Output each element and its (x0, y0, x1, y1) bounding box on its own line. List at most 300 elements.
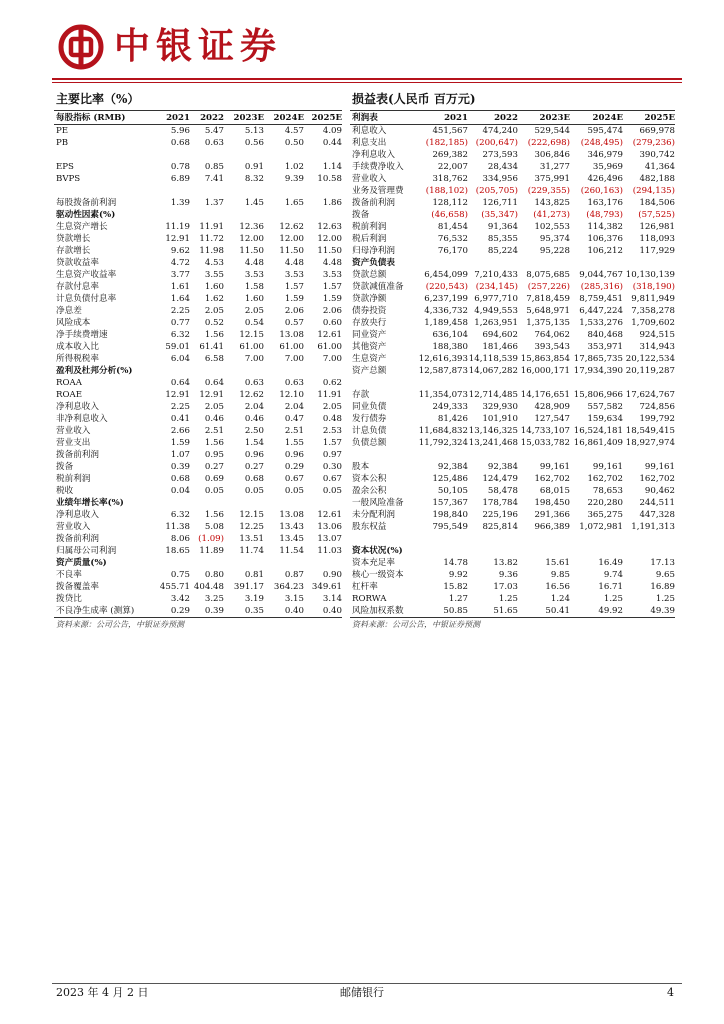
cell-value: 76,532 (437, 234, 468, 244)
table-row (54, 365, 342, 377)
cell-value: 924,515 (639, 330, 675, 340)
cell-value (156, 557, 190, 569)
cell-value: 6.32 (170, 510, 190, 520)
cell-value: 4.53 (204, 258, 224, 268)
row-label: 净利息收入 (352, 150, 395, 160)
cell-value: 16.56 (545, 582, 570, 592)
cell-value: 13,241,468 (468, 438, 518, 448)
brand-name: 中银证券 (114, 26, 283, 67)
table-header-row (54, 111, 342, 125)
cell-value: 99,161 (644, 462, 675, 472)
cell-value: 1.60 (244, 294, 264, 304)
row-label: 贷款净额 (352, 294, 387, 304)
cell-value: 6.58 (204, 354, 224, 364)
cell-value (156, 149, 190, 161)
cell-value (418, 449, 468, 461)
row-label: 净手续费增速 (56, 330, 108, 340)
cell-value: 3.55 (204, 270, 224, 280)
cell-value: 225,196 (482, 510, 518, 520)
row-label: ROAA (56, 378, 82, 388)
cell-value: 1.55 (284, 438, 304, 448)
table-row (54, 605, 342, 617)
header-year: 2024E (570, 111, 623, 125)
cell-value: 2.66 (170, 426, 190, 436)
table-row (350, 209, 675, 221)
cell-value: 12.62 (239, 390, 264, 400)
cell-value: 13.08 (279, 330, 304, 340)
cell-value: 17,624,767 (625, 390, 675, 400)
cell-value: 20,119,287 (625, 366, 675, 376)
cell-value: 13.06 (317, 522, 342, 532)
cell-value: 13.08 (279, 510, 304, 520)
cell-value: 11,354,073 (418, 390, 468, 400)
cell-value: 0.57 (284, 318, 304, 328)
cell-value: 12.61 (317, 510, 342, 520)
cell-value: 3.15 (284, 594, 304, 604)
header-year: 2022 (190, 111, 224, 125)
cell-value (623, 533, 675, 545)
header-rule (52, 78, 682, 80)
cell-value: (260,163) (580, 186, 623, 196)
cell-value (570, 533, 623, 545)
cell-value (468, 545, 518, 557)
cell-value (190, 557, 224, 569)
cell-value: 269,382 (432, 150, 468, 160)
cell-value: 49.92 (598, 606, 623, 616)
cell-value: 7.00 (244, 354, 264, 364)
cell-value: 1.54 (244, 438, 264, 448)
row-label: 同业负债 (352, 402, 387, 412)
table-row (350, 545, 675, 557)
cell-value (190, 185, 224, 197)
cell-value: 61.00 (317, 342, 342, 352)
cell-value (264, 365, 304, 377)
cell-value: 5.96 (170, 126, 190, 136)
cell-value (264, 557, 304, 569)
cell-value: 0.41 (170, 414, 190, 424)
table-row (350, 305, 675, 317)
cell-value (190, 365, 224, 377)
cell-value: 18,549,415 (625, 426, 675, 436)
row-label: 非净利息收入 (56, 414, 108, 424)
row-label: 计息负债 (352, 426, 387, 436)
cell-value: 318,762 (432, 174, 468, 184)
cell-value: 1,072,981 (579, 522, 623, 532)
cell-value: 12.15 (239, 510, 264, 520)
cell-value: 0.64 (170, 378, 190, 388)
cell-value: 636,104 (432, 330, 468, 340)
table-row (350, 413, 675, 425)
cell-value (304, 497, 342, 509)
cell-value: 18.65 (165, 546, 190, 556)
cell-value (418, 377, 468, 389)
cell-value: (220,543) (425, 282, 468, 292)
table-row (350, 389, 675, 401)
cell-value: 18,927,974 (625, 438, 675, 448)
cell-value: 0.96 (284, 450, 304, 460)
table-row (350, 221, 675, 233)
table-row (350, 353, 675, 365)
cell-value (623, 449, 675, 461)
cell-value: 1.59 (322, 294, 342, 304)
cell-value (418, 545, 468, 557)
cell-value: 15,806,966 (573, 390, 623, 400)
cell-value: 4.09 (322, 126, 342, 136)
cell-value (518, 533, 570, 545)
cell-value: 1.64 (170, 294, 190, 304)
row-label (350, 377, 418, 389)
cell-value: 1.57 (284, 282, 304, 292)
row-label: 其他资产 (352, 342, 387, 352)
cell-value: 1,263,951 (474, 318, 518, 328)
footer-date: 2023 年 4 月 2 日 (56, 986, 149, 999)
cell-value: 364.23 (273, 582, 304, 592)
row-label: 归属母公司利润 (56, 546, 117, 556)
cell-value (570, 449, 623, 461)
cell-value: 0.40 (284, 606, 304, 616)
financial-statement-table (350, 111, 675, 617)
table-row (54, 149, 342, 161)
income-source-note: 资料来源：公司公告，中银证券预测 (352, 620, 480, 629)
table-row (350, 461, 675, 473)
row-label: 拨备 (56, 462, 74, 472)
cell-value: 10.58 (317, 174, 342, 184)
cell-value: 12.62 (279, 222, 304, 232)
cell-value: 4.48 (322, 258, 342, 268)
cell-value: 162,702 (534, 474, 570, 484)
table-row (350, 569, 675, 581)
cell-value: 2.04 (284, 402, 304, 412)
cell-value: 31,277 (539, 162, 570, 172)
cell-value (224, 185, 264, 197)
footer-company: 邮储银行 (340, 986, 384, 999)
cell-value: 11.98 (199, 246, 224, 256)
row-label: 不良率 (56, 570, 82, 580)
page-number: 4 (667, 986, 674, 999)
row-label: 拨备覆盖率 (56, 582, 99, 592)
table-row (350, 485, 675, 497)
cell-value: 0.44 (322, 138, 342, 148)
table-row (350, 161, 675, 173)
cell-value: (46,658) (431, 210, 468, 220)
cell-value: 99,161 (539, 462, 570, 472)
table-row (54, 329, 342, 341)
cell-value: 78,653 (592, 486, 623, 496)
table-row (54, 473, 342, 485)
cell-value: 0.47 (284, 414, 304, 424)
table-row (54, 293, 342, 305)
cell-value: 11.03 (317, 546, 342, 556)
cell-value: (200,647) (475, 138, 518, 148)
cell-value: 50,105 (437, 486, 468, 496)
cell-value: 9.39 (284, 174, 304, 184)
cell-value (224, 209, 264, 221)
row-label: 盈余公积 (352, 486, 387, 496)
cell-value (156, 209, 190, 221)
cell-value: 1.58 (244, 282, 264, 292)
cell-value: 125,486 (432, 474, 468, 484)
cell-value: 0.46 (244, 414, 264, 424)
table-row (54, 593, 342, 605)
cell-value: 11.50 (279, 246, 304, 256)
row-label: 拨贷比 (56, 594, 82, 604)
cell-value (304, 149, 342, 161)
cell-value: 2.06 (322, 306, 342, 316)
cell-value: 0.30 (322, 462, 342, 472)
cell-value (156, 365, 190, 377)
table-row (350, 425, 675, 437)
cell-value: 334,956 (482, 174, 518, 184)
cell-value: 2.25 (170, 402, 190, 412)
row-label: 一般风险准备 (352, 498, 404, 508)
table-row (54, 437, 342, 449)
cell-value: 7,358,278 (631, 306, 675, 316)
cell-value: 4.48 (284, 258, 304, 268)
cell-value: 3.53 (284, 270, 304, 280)
cell-value: 4.57 (284, 126, 304, 136)
cell-value: 11.50 (239, 246, 264, 256)
cell-value: (57,525) (638, 210, 675, 220)
cell-value: 13.07 (317, 534, 342, 544)
cell-value: 1.56 (204, 330, 224, 340)
cell-value: 482,188 (639, 174, 675, 184)
table-row (54, 317, 342, 329)
cell-value: 1.45 (244, 198, 264, 208)
cell-value: 8,759,451 (579, 294, 623, 304)
table-row (54, 389, 342, 401)
table-row (350, 233, 675, 245)
table-row (350, 329, 675, 341)
cell-value: 11.38 (165, 522, 190, 532)
cell-value: 15,863,854 (520, 354, 570, 364)
cell-value: 12.91 (199, 390, 224, 400)
cell-value: 3.77 (170, 270, 190, 280)
cell-value: 0.27 (244, 462, 264, 472)
header-year: 2021 (418, 111, 468, 125)
cell-value: 0.80 (204, 570, 224, 580)
cell-value (264, 209, 304, 221)
cell-value: 13,146,325 (468, 426, 518, 436)
row-label: ROAE (56, 390, 82, 400)
cell-value: 2.06 (284, 306, 304, 316)
cell-value: 14,067,282 (468, 366, 518, 376)
cell-value: 16,000,171 (520, 366, 570, 376)
row-label: 生息资产收益率 (56, 270, 117, 280)
cell-value: 0.63 (204, 138, 224, 148)
cell-value: 557,582 (587, 402, 623, 412)
cell-value: 0.67 (322, 474, 342, 484)
cell-value: 1.39 (170, 198, 190, 208)
cell-value: 5.08 (204, 522, 224, 532)
footer-rule (52, 983, 682, 984)
cell-value: 1,709,602 (631, 318, 675, 328)
row-label: 存款增长 (56, 246, 91, 256)
cell-value: 4.48 (244, 258, 264, 268)
cell-value: 11,684,832 (418, 426, 468, 436)
cell-value: 7,818,459 (526, 294, 570, 304)
cell-value: 59.01 (165, 342, 190, 352)
section-heading: 业绩年增长率(%) (56, 498, 124, 508)
table-row (350, 269, 675, 281)
cell-value (570, 377, 623, 389)
table-row (350, 605, 675, 617)
cell-value: 1.24 (550, 594, 570, 604)
cell-value: 17.13 (650, 558, 675, 568)
row-label: 营业收入 (352, 174, 387, 184)
cell-value: (1.09) (198, 534, 224, 544)
cell-value: 0.50 (284, 138, 304, 148)
cell-value: 15.82 (443, 582, 468, 592)
cell-value: 1.56 (204, 510, 224, 520)
bank-of-china-logo-icon (58, 24, 104, 70)
cell-value: 92,384 (437, 462, 468, 472)
row-label (54, 185, 156, 197)
cell-value: 0.05 (322, 486, 342, 496)
brand-logo (58, 22, 282, 72)
income-panel-title: 损益表(人民币 百万元) (352, 92, 476, 106)
cell-value: 61.41 (199, 342, 224, 352)
cell-value (570, 257, 623, 269)
cell-value: 1.57 (322, 282, 342, 292)
cell-value: 49.39 (650, 606, 675, 616)
row-label: 营业收入 (56, 522, 91, 532)
table-row (350, 257, 675, 269)
cell-value: 0.78 (170, 162, 190, 172)
cell-value: 101,910 (482, 414, 518, 424)
cell-value: 0.96 (244, 450, 264, 460)
cell-value: 0.87 (284, 570, 304, 580)
cell-value: 12.00 (239, 234, 264, 244)
cell-value: 81,454 (437, 222, 468, 232)
cell-value: 2.04 (244, 402, 264, 412)
cell-value (304, 185, 342, 197)
cell-value: 840,468 (587, 330, 623, 340)
cell-value: 1.59 (170, 438, 190, 448)
table-row (350, 521, 675, 533)
cell-value (190, 149, 224, 161)
cell-value: 50.85 (443, 606, 468, 616)
cell-value: (294,135) (632, 186, 675, 196)
cell-value (190, 497, 224, 509)
cell-value: 375,991 (534, 174, 570, 184)
cell-value: 5.13 (244, 126, 264, 136)
ratio-panel-title: 主要比率（%） (56, 92, 140, 106)
row-label: 同业资产 (352, 330, 387, 340)
row-label: 债券投资 (352, 306, 387, 316)
cell-value: 764,062 (534, 330, 570, 340)
table-row (54, 449, 342, 461)
cell-value: 694,602 (482, 330, 518, 340)
table-row (54, 341, 342, 353)
cell-value: 404.48 (193, 582, 224, 592)
table-row (350, 293, 675, 305)
row-label: PE (56, 126, 69, 136)
cell-value: 2.05 (322, 402, 342, 412)
row-label: 税收 (56, 486, 74, 496)
cell-value: 1.86 (322, 198, 342, 208)
row-label: 发行债券 (352, 414, 387, 424)
cell-value: 0.90 (322, 570, 342, 580)
section-heading: 资产质量(%) (56, 558, 107, 568)
cell-value: 455.71 (159, 582, 190, 592)
cell-value: 6,454,099 (424, 270, 468, 280)
cell-value: 220,280 (587, 498, 623, 508)
cell-value (468, 533, 518, 545)
cell-value: 393,543 (534, 342, 570, 352)
cell-value: 0.39 (204, 606, 224, 616)
cell-value: 14,733,107 (520, 426, 570, 436)
cell-value: 9.85 (550, 570, 570, 580)
row-label: 成本收入比 (56, 342, 99, 352)
cell-value (468, 257, 518, 269)
cell-value: 249,333 (432, 402, 468, 412)
cell-value: (318,190) (632, 282, 675, 292)
cell-value: 0.05 (284, 486, 304, 496)
row-label: 核心一级资本 (352, 570, 404, 580)
cell-value: 7.00 (284, 354, 304, 364)
header-year: 2025E (304, 111, 342, 125)
cell-value: 16,524,181 (573, 426, 623, 436)
cell-value: 391.17 (233, 582, 264, 592)
cell-value: 11.74 (239, 546, 264, 556)
section-heading: 驱动性因素(%) (56, 210, 116, 220)
cell-value: 273,593 (482, 150, 518, 160)
table-row (350, 137, 675, 149)
row-label: 贷款减值准备 (352, 282, 404, 292)
cell-value (224, 149, 264, 161)
cell-value: 1.59 (284, 294, 304, 304)
cell-value: 0.68 (244, 474, 264, 484)
table-row (350, 557, 675, 569)
row-label: 资本充足率 (352, 558, 395, 568)
header-year: 2023E (518, 111, 570, 125)
cell-value: 0.29 (284, 462, 304, 472)
cell-value (156, 497, 190, 509)
cell-value: 6.32 (170, 330, 190, 340)
cell-value: 99,161 (592, 462, 623, 472)
cell-value: 4.72 (170, 258, 190, 268)
cell-value: 346,979 (587, 150, 623, 160)
row-label: 营业收入 (56, 426, 91, 436)
cell-value: 795,549 (432, 522, 468, 532)
row-label: 杠杆率 (352, 582, 378, 592)
cell-value: 9.62 (170, 246, 190, 256)
cell-value: 474,240 (482, 126, 518, 136)
row-label: 资本公积 (352, 474, 387, 484)
cell-value: (285,316) (580, 282, 623, 292)
cell-value: 0.29 (170, 606, 190, 616)
cell-value: 11.50 (317, 246, 342, 256)
row-label (350, 533, 418, 545)
cell-value: 0.63 (244, 378, 264, 388)
cell-value (156, 185, 190, 197)
cell-value: 0.40 (322, 606, 342, 616)
cell-value: 22,007 (437, 162, 468, 172)
cell-value: 0.91 (244, 162, 264, 172)
cell-value (623, 257, 675, 269)
row-label: 每股拨备前利润 (56, 198, 117, 208)
header-label: 利润表 (350, 111, 418, 125)
cell-value: (234,145) (475, 282, 518, 292)
cell-value: 6.89 (170, 174, 190, 184)
cell-value: 198,450 (534, 498, 570, 508)
cell-value: 3.25 (204, 594, 224, 604)
cell-value: 61.00 (239, 342, 264, 352)
row-label: 股本 (352, 462, 370, 472)
row-label: 利息收入 (352, 126, 387, 136)
cell-value: 0.97 (322, 450, 342, 460)
cell-value: 7.41 (204, 174, 224, 184)
